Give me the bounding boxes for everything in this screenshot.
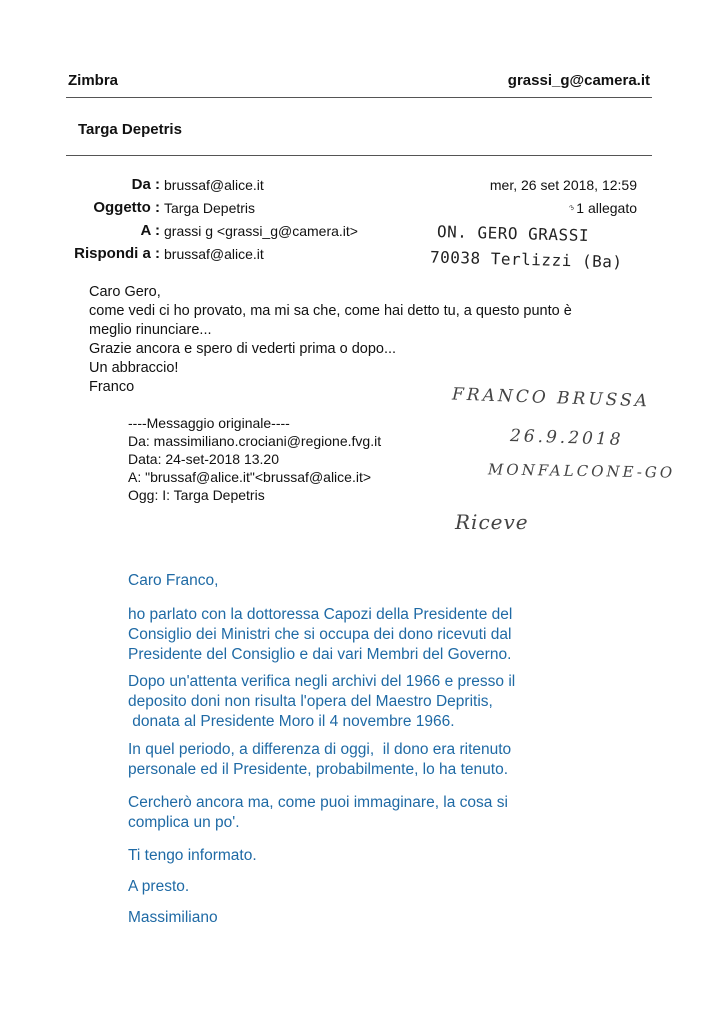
stamp-name: ON. GERO GRASSI xyxy=(436,222,590,245)
handwritten-place: MONFALCONE-GO xyxy=(487,460,676,482)
paragraph-line: complica un po'. xyxy=(128,814,240,831)
body-line: come vedi ci ho provato, ma mi sa che, come hai detto tu, a questo punto è xyxy=(89,303,572,319)
original-separator: ----Messaggio originale---- xyxy=(128,415,290,431)
paragraph-line: Dopo un'attenta verifica negli archivi del 1966 e presso il xyxy=(128,673,516,690)
body-line: Franco xyxy=(89,379,135,395)
body-line: Un abbraccio! xyxy=(89,360,179,376)
page-title: Targa Depetris xyxy=(78,121,182,138)
paperclip-icon: ᵌ xyxy=(566,201,579,216)
body-line: Grazie ancora e spero di vederti prima o dopo... xyxy=(89,341,397,357)
attachment-count: 1 allegato xyxy=(576,200,637,216)
message-date: mer, 26 set 2018, 12:59 xyxy=(489,177,637,193)
from-value: brussaf@alice.it xyxy=(164,177,264,193)
original-date: Data: 24-set-2018 13.20 xyxy=(128,451,279,467)
reply-to-value: brussaf@alice.it xyxy=(164,246,264,262)
to-label: A : xyxy=(140,222,160,239)
forwarded-paragraph-1 xyxy=(128,605,512,665)
forwarded-paragraph-4 xyxy=(128,793,508,833)
account-email: grassi_g@camera.it xyxy=(507,72,650,89)
handwritten-date: 26.9.2018 xyxy=(509,426,624,450)
message-body xyxy=(89,283,572,397)
paragraph-line: deposito doni non risulta l'opera del Maestro Depritis, xyxy=(128,693,493,710)
original-subject: Ogg: I: Targa Depetris xyxy=(128,487,265,503)
body-line: Caro Gero, xyxy=(89,284,161,300)
original-from: Da: massimiliano.crociani@regione.fvg.it xyxy=(128,433,382,449)
paragraph-line: In quel periodo, a differenza di oggi, il dono era ritenuto xyxy=(128,741,512,758)
forwarded-closing: Ti tengo informato. xyxy=(128,847,257,864)
forwarded-paragraph-3 xyxy=(128,740,511,780)
forwarded-farewell: A presto. xyxy=(128,878,190,895)
subject-label: Oggetto : xyxy=(93,199,160,216)
forwarded-paragraph-2 xyxy=(128,672,515,732)
title-divider xyxy=(66,155,652,156)
handwritten-name: FRANCO BRUSSA xyxy=(451,384,651,412)
stamp-address: 70038 Terlizzi (Ba) xyxy=(429,247,623,272)
forwarded-greeting: Caro Franco, xyxy=(128,572,219,589)
from-label: Da : xyxy=(131,176,160,193)
subject-value: Targa Depetris xyxy=(164,200,256,216)
paragraph-line: Cercherò ancora ma, come puoi immaginare, la cosa si xyxy=(128,794,508,811)
reply-to-label: Rispondi a : xyxy=(74,245,160,262)
body-line: meglio rinunciare... xyxy=(89,322,212,338)
original-to: A: "brussaf@alice.it"<brussaf@alice.it> xyxy=(128,469,372,485)
handwritten-note: Riceve xyxy=(455,510,529,534)
header-divider xyxy=(66,97,652,98)
paragraph-line: Consiglio dei Ministri che si occupa dei dono ricevuti dal xyxy=(128,626,512,643)
paragraph-line: ho parlato con la dottoressa Capozi della Presidente del xyxy=(128,606,513,623)
paragraph-line: Presidente del Consiglio e dai vari Membri del Governo. xyxy=(128,646,512,663)
app-name: Zimbra xyxy=(68,72,119,89)
paragraph-line: donata al Presidente Moro il 4 novembre 1966. xyxy=(128,713,455,730)
original-message-header xyxy=(128,414,381,504)
to-value: grassi g <grassi_g@camera.it> xyxy=(164,223,358,239)
attachment-indicator xyxy=(566,200,637,216)
forwarded-signature: Massimiliano xyxy=(128,909,218,926)
paragraph-line: personale ed il Presidente, probabilmente, lo ha tenuto. xyxy=(128,761,508,778)
